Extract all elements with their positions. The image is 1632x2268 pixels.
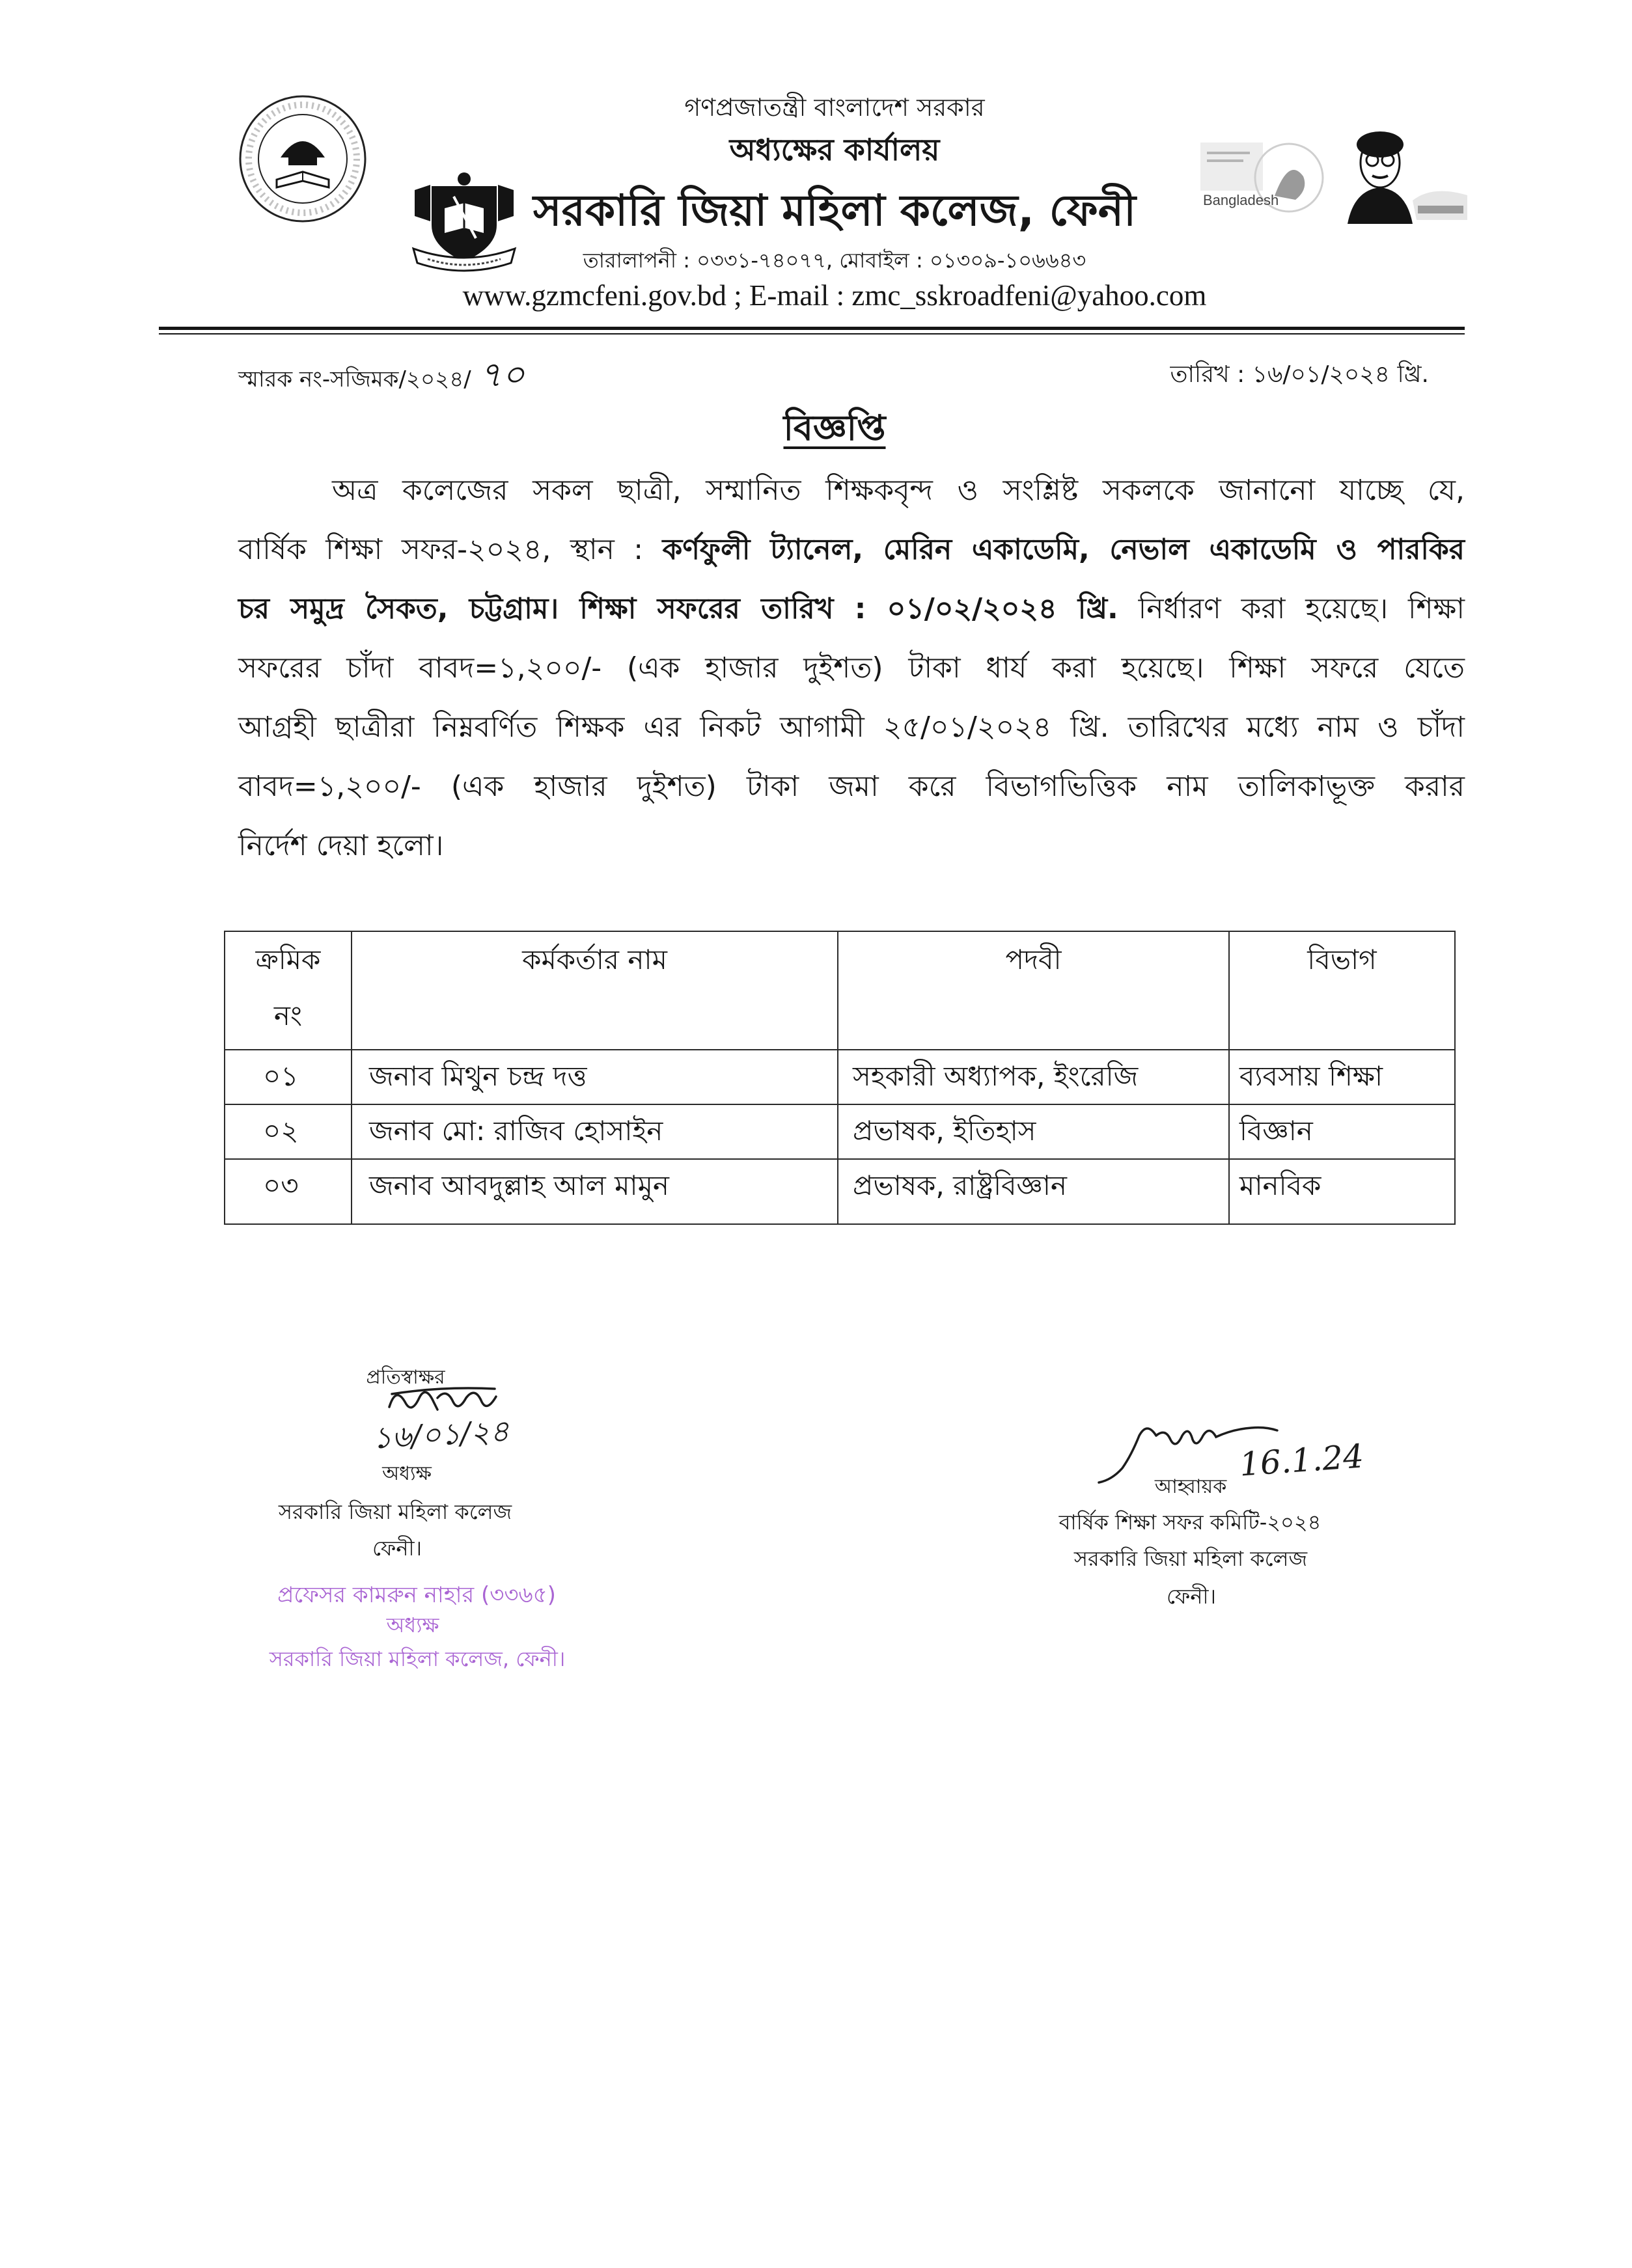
header-divider-thin [159,333,1465,335]
table-row [225,1050,1455,1104]
table-cell-name: জনাব মিথুন চন্দ্র দত্ত [352,1050,838,1104]
table-header-serial [225,931,352,1050]
countersign-designation: অধ্যক্ষ [382,1462,432,1485]
table-cell-name: জনাব মো: রাজিব হোসাইন [352,1104,838,1159]
notice-text-bold: কর্ণফুলী ট্যানেল, মেরিন একাডেমি, নেভাল একাডেমি ও পারকির [662,533,1465,566]
convener-designation: আহ্বায়ক [1154,1475,1227,1498]
table-header-name: কর্মকর্তার নাম [352,931,838,1050]
portrait-coat [1348,187,1413,224]
countersign-college: সরকারি জিয়া মহিলা কলেজ [278,1499,512,1524]
convener-committee: বার্ষিক শিক্ষা সফর কমিটি-২০২৪ [1058,1510,1321,1535]
emblem-caption: Bangladesh [1203,192,1279,208]
convener-handwritten-date: 16.1.24 [1238,1437,1365,1484]
portrait-mustache [1372,176,1388,178]
notice-line [238,698,1465,757]
table-cell-department: মানবিক [1229,1159,1455,1224]
government-line: গণপ্রজাতন্ত্রী বাংলাদেশ সরকার [684,93,985,122]
notice-text: আগ্রহী ছাত্রীরা নিম্নবর্ণিত শিক্ষক এর নিকট আগামী ২৫/০১/২০২৪ খ্রি. তারিখের মধ্যে নাম ও চাঁদা [238,711,1465,744]
office-title: অধ্যক্ষের কার্যালয় [729,132,940,167]
college-name: সরকারি জিয়া মহিলা কলেজ, ফেনী [532,185,1137,236]
notice-body [238,461,1465,875]
notice-text-bold: চর সমুদ্র সৈকত, চট্টগ্রাম। শিক্ষা সফরের তারিখ : ০১/০২/২০২৪ খ্রি. [238,592,1118,625]
convener-college: সরকারি জিয়া মহিলা কলেজ [1073,1546,1308,1571]
portrait-emblem-logo [1335,122,1473,225]
contact-web-line: www.gzmcfeni.gov.bd ; E-mail : zmc_sskroadfeni@yahoo.com [462,279,1207,312]
table-header-designation: পদবী [838,931,1229,1050]
portrait-banner [1413,191,1467,220]
table-cell-serial: ০১ [225,1050,352,1104]
contact-phone-line: তারালাপনী : ০৩৩১-৭৪০৭৭, মোবাইল : ০১৩০৯-১০৬৬৪৩ [583,248,1086,273]
notice-line [238,816,1465,875]
notice-text: অত্র কলেজের সকল ছাত্রী, সম্মানিত শিক্ষকবৃন্দ ও সংশ্লিষ্ট সকলকে জানানো যাচ্ছে যে, [332,474,1465,507]
countersign-handwritten-date: ১৬/০১/২৪ [371,1413,510,1456]
table-header-department: বিভাগ [1229,931,1455,1050]
table-cell-serial: ০২ [225,1104,352,1159]
table-cell-designation: সহকারী অধ্যাপক, ইংরেজি [838,1050,1229,1104]
teacher-table [224,931,1456,1225]
portrait-banner-mark [1418,206,1463,213]
table-cell-designation: প্রভাষক, ইতিহাস [838,1104,1229,1159]
notice-text: বার্ষিক শিক্ষা সফর-২০২৪, স্থান : [238,533,644,566]
notice-line [238,461,1465,520]
table-cell-designation: প্রভাষক, রাষ্ট্রবিজ্ঞান [838,1159,1229,1224]
notice-line [238,520,1465,579]
seal-dome-emblem [281,141,325,157]
table-cell-serial: ০৩ [225,1159,352,1224]
memo-number [238,354,525,398]
countersign-label: প্রতিস্বাক্ষর [366,1366,445,1389]
stamp-name: প্রফেসর কামরুন নাহার (৩৩৬৫) [277,1582,556,1608]
convener-place: ফেনী। [1166,1584,1217,1609]
notice-line [238,638,1465,698]
table-cell-department: বিজ্ঞান [1229,1104,1455,1159]
memo-prefix: স্মারক নং-সজিমক/২০২৪/ [238,366,471,392]
notice-text: নির্দেশ দেয়া হলো। [238,829,444,862]
table-cell-name: জনাব আবদুল্লাহ আল মামুন [352,1159,838,1224]
notice-text: সফরের চাঁদা বাবদ=১,২০০/- (এক হাজার দুইশত) টাকা ধার্য করা হয়েছে। শিক্ষা সফরে যেতে [238,651,1465,685]
issue-date: তারিখ : ১৬/০১/২০২৪ খ্রি. [1170,361,1429,388]
table-header-row [225,931,1455,1050]
countersign-place: ফেনী। [372,1536,422,1561]
table-row [225,1159,1455,1224]
table-row [225,1104,1455,1159]
notice-text: বাবদ=১,২০০/- (এক হাজার দুইশত) টাকা জমা করে বিভাগভিত্তিক নাম তালিকাভূক্ত করার [238,770,1465,803]
notice-title: বিজ্ঞপ্তি [783,407,886,448]
stamp-college: সরকারি জিয়া মহিলা কলেজ, ফেনী। [269,1646,566,1671]
stamp-designation: অধ্যক্ষ [386,1613,439,1637]
notice-text: নির্ধারণ করা হয়েছে। শিক্ষা [1138,592,1465,625]
table-header-serial-line: নং [273,1000,303,1032]
notice-line [238,757,1465,816]
table-cell-department: ব্যবসায় শিক্ষা [1229,1050,1455,1104]
table-header-serial-line: ক্রমিক [255,944,321,976]
memo-handwritten-number: ৭০ [478,354,525,395]
notice-line [238,579,1465,638]
signature-stroke [389,1388,496,1410]
seal-base [288,157,317,165]
header-divider-thick [159,327,1465,330]
portrait-hair [1357,131,1404,157]
